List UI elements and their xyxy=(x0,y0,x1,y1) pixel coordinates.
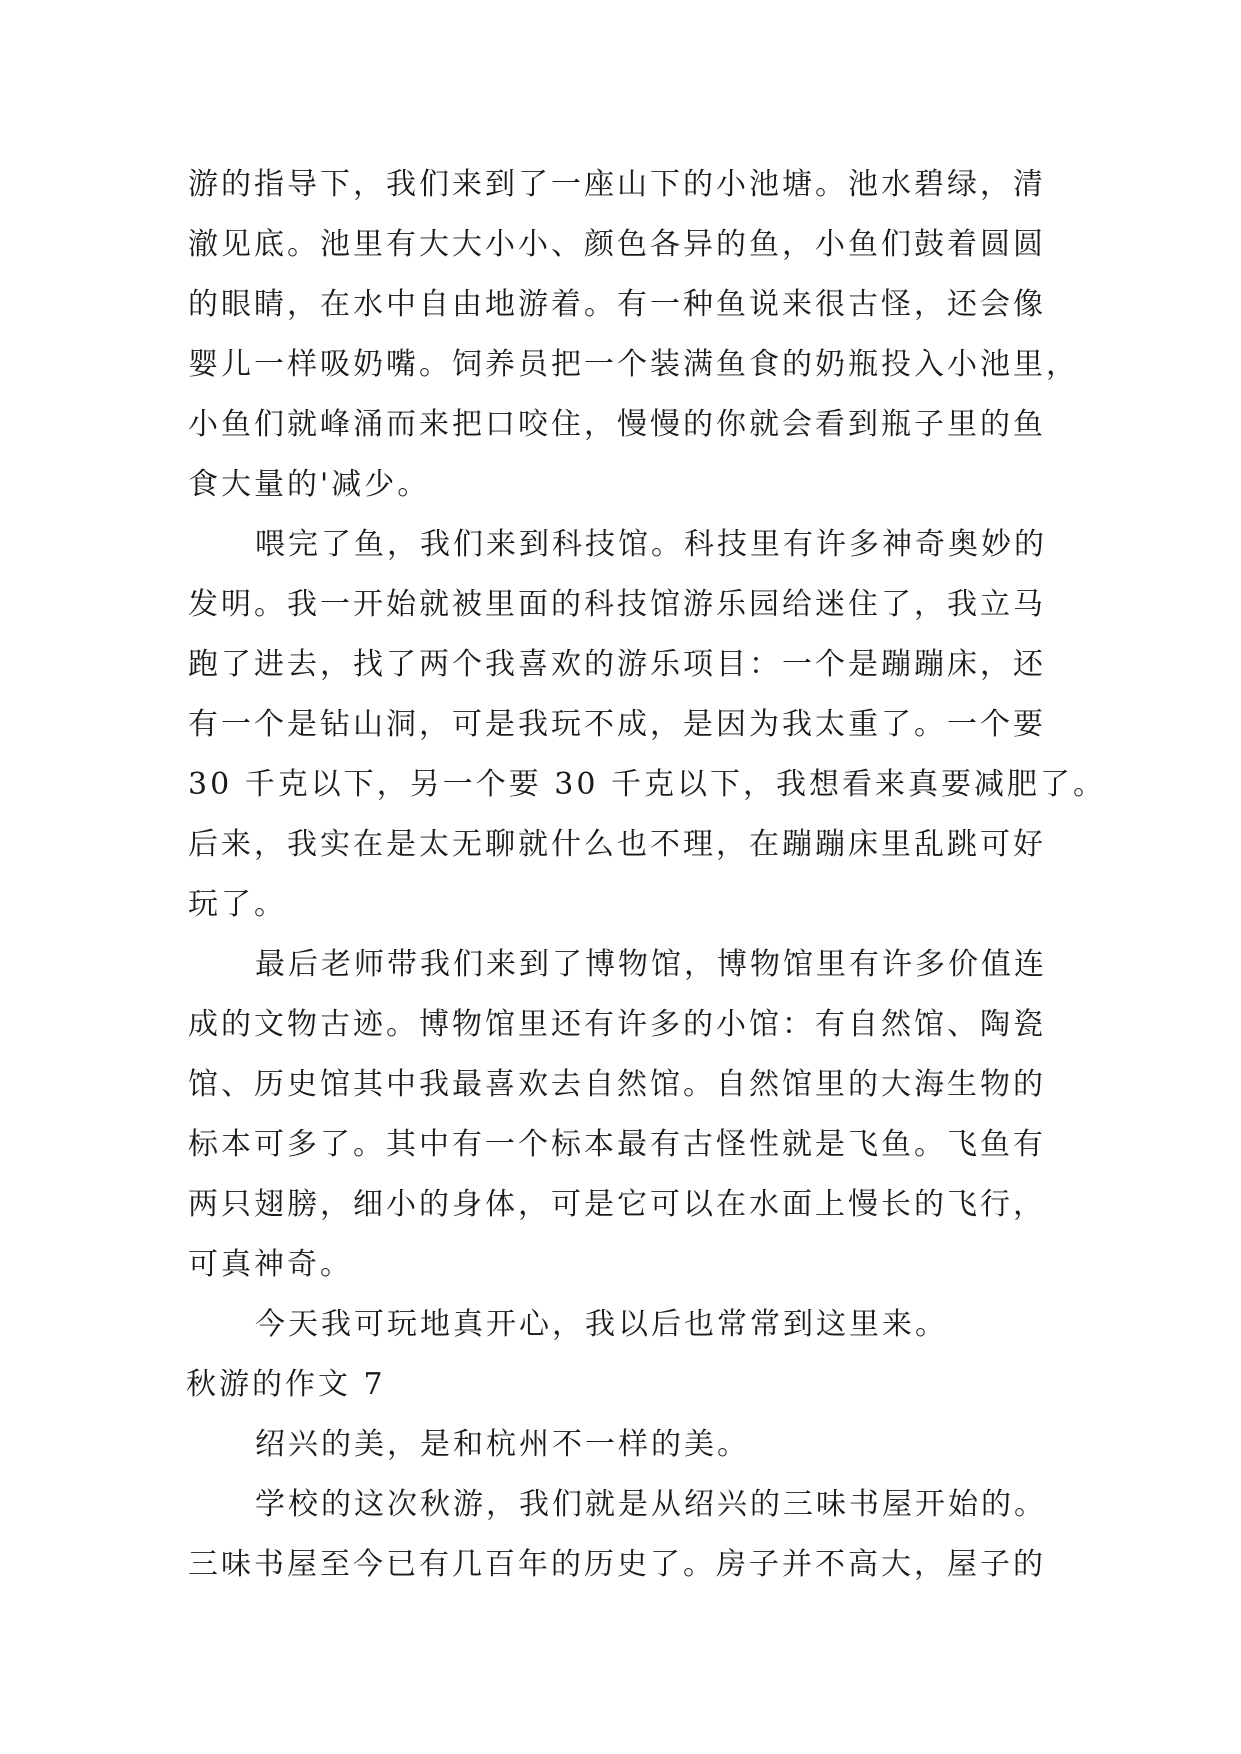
text-line: 两只翅膀，细小的身体，可是它可以在水面上慢长的飞行， xyxy=(188,1187,1046,1222)
paragraph-start-line: 绍兴的美，是和杭州不一样的美。 xyxy=(255,1427,750,1462)
paragraph-start-line: 喂完了鱼，我们来到科技馆。科技里有许多神奇奥妙的 xyxy=(255,527,1047,562)
section-heading: 秋游的作文 7 xyxy=(186,1367,386,1402)
text-line: 三味书屋至今已有几百年的历史了。房子并不高大，屋子的 xyxy=(188,1547,1046,1582)
text-line: 跑了进去，找了两个我喜欢的游乐项目：一个是蹦蹦床，还 xyxy=(188,647,1046,682)
text-line: 食大量的'减少。 xyxy=(188,467,431,502)
text-line: 有一个是钻山洞，可是我玩不成，是因为我太重了。一个要 xyxy=(188,707,1046,742)
text-line: 游的指导下，我们来到了一座山下的小池塘。池水碧绿，清 xyxy=(188,167,1046,202)
text-line: 小鱼们就峰涌而来把口咬住，慢慢的你就会看到瓶子里的鱼 xyxy=(188,407,1046,442)
text-line: 30 千克以下，另一个要 30 千克以下，我想看来真要减肥了。 xyxy=(188,767,1106,802)
text-line: 馆、历史馆其中我最喜欢去自然馆。自然馆里的大海生物的 xyxy=(188,1067,1046,1102)
text-line: 可真神奇。 xyxy=(188,1247,353,1282)
text-line: 澈见底。池里有大大小小、颜色各异的鱼，小鱼们鼓着圆圆 xyxy=(188,227,1046,262)
article-body xyxy=(186,155,1106,1595)
paragraph-start-line: 学校的这次秋游，我们就是从绍兴的三味书屋开始的。 xyxy=(255,1487,1047,1522)
paragraph-start-line: 最后老师带我们来到了博物馆，博物馆里有许多价值连 xyxy=(255,947,1047,982)
text-line: 的眼睛，在水中自由地游着。有一种鱼说来很古怪，还会像 xyxy=(188,287,1046,322)
text-line: 标本可多了。其中有一个标本最有古怪性就是飞鱼。飞鱼有 xyxy=(188,1127,1046,1162)
paragraph-start-line: 今天我可玩地真开心，我以后也常常到这里来。 xyxy=(255,1307,948,1342)
text-line: 玩了。 xyxy=(188,887,287,922)
text-line: 发明。我一开始就被里面的科技馆游乐园给迷住了，我立马 xyxy=(188,587,1046,622)
text-line: 婴儿一样吸奶嘴。饲养员把一个装满鱼食的奶瓶投入小池里， xyxy=(188,347,1079,382)
text-line: 成的文物古迹。博物馆里还有许多的小馆：有自然馆、陶瓷 xyxy=(188,1007,1046,1042)
text-line: 后来，我实在是太无聊就什么也不理，在蹦蹦床里乱跳可好 xyxy=(188,827,1046,862)
